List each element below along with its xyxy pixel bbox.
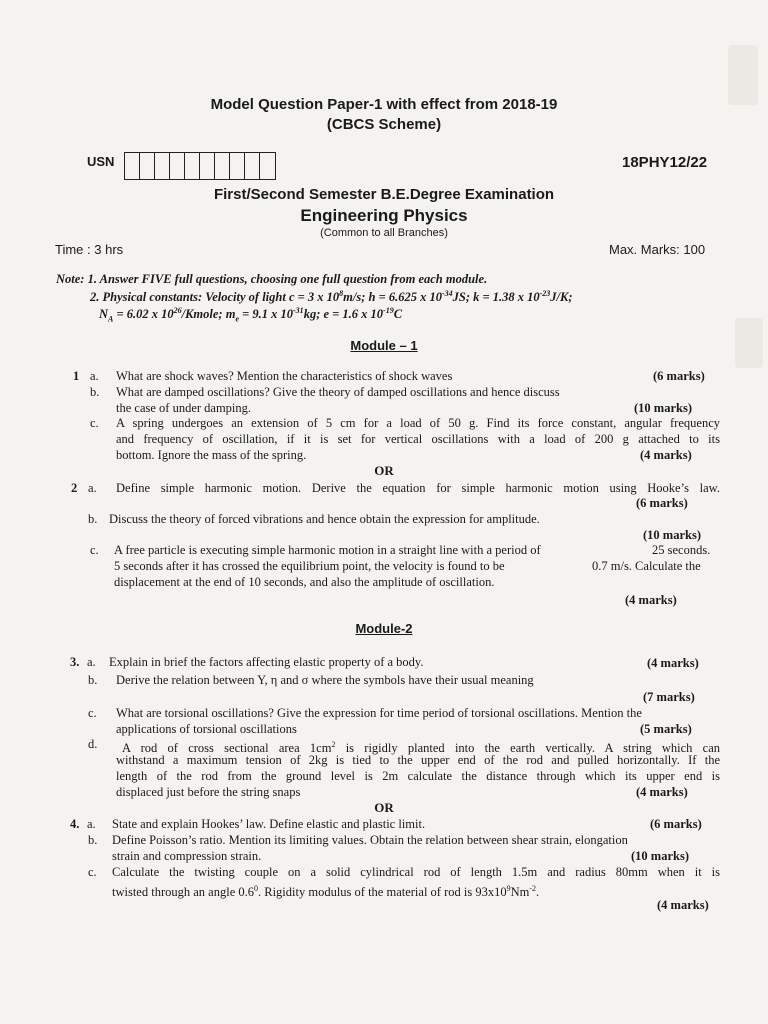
- scheme-label: (CBCS Scheme): [326, 116, 442, 133]
- question-3d-text: displaced just before the string snaps: [116, 785, 301, 799]
- superscript: 0: [254, 884, 258, 893]
- marks-badge: (6 marks): [653, 369, 705, 383]
- part-label: c.: [90, 416, 99, 430]
- module-1-heading: Module – 1: [350, 338, 418, 353]
- question-1b-text: the case of under damping.: [116, 401, 252, 415]
- question-text-part: .: [536, 885, 540, 900]
- part-label: b.: [88, 833, 98, 847]
- note-text: kg; e = 1.6 x 10: [303, 307, 384, 322]
- note-text: N: [99, 307, 109, 322]
- part-label: c.: [88, 865, 97, 879]
- time-label: Time : 3 hrs: [55, 242, 124, 257]
- note-text: = 9.1 x 10: [239, 307, 294, 322]
- usn-box: [245, 153, 260, 179]
- usn-label: USN: [87, 154, 115, 169]
- question-4c-text: Calculate the twisting couple on a solid cylindrical rod of length 1.5m and radius 80mm when it is: [112, 865, 720, 879]
- question-2c-text: displacement at the end of 10 seconds, and also the amplitude of oscillation.: [114, 575, 495, 589]
- note-text: = 6.02 x 10: [113, 307, 174, 322]
- usn-box: [230, 153, 245, 179]
- max-marks-label: Max. Marks: 100: [609, 242, 706, 257]
- usn-boxes: [124, 152, 276, 180]
- marks-badge: (10 marks): [643, 528, 701, 542]
- part-label: a.: [87, 817, 96, 831]
- part-label: a.: [88, 481, 97, 495]
- note-sup: -31: [293, 306, 304, 315]
- question-3c-text: applications of torsional oscillations: [116, 722, 297, 736]
- usn-box: [155, 153, 170, 179]
- question-text-part: Nm: [510, 885, 530, 900]
- note-sup: -23: [539, 289, 551, 298]
- subject-code: 18PHY12/22: [622, 154, 708, 171]
- question-2a-text: Define simple harmonic motion. Derive the equation for simple harmonic motion using Hooke’s law.: [116, 481, 720, 495]
- note-text: /Kmole; m: [181, 307, 236, 322]
- note-line-2: [90, 289, 573, 305]
- question-number: 3.: [70, 655, 80, 669]
- part-label: d.: [88, 737, 98, 751]
- question-1b-text: What are damped oscillations? Give the theory of damped oscillations and hence discuss: [116, 385, 560, 399]
- question-1c-text: A spring undergoes an extension of 5 cm for a load of 50 g. Find its force constant, angular frequency: [116, 416, 720, 430]
- superscript: 2: [331, 740, 336, 749]
- note-line-3: [99, 306, 402, 324]
- part-label: a.: [90, 369, 99, 383]
- question-4c-text: [112, 881, 539, 900]
- note-sub: A: [108, 314, 114, 324]
- question-number: 1: [73, 369, 80, 383]
- question-number: 4.: [70, 817, 80, 831]
- usn-box: [215, 153, 230, 179]
- usn-box: [125, 153, 140, 179]
- question-3d-text: length of the rod from the ground level is 2m calculate the distance through which its upper end is: [116, 769, 720, 783]
- usn-box: [185, 153, 200, 179]
- part-label: a.: [87, 655, 96, 669]
- usn-box: [200, 153, 215, 179]
- note-text: C: [393, 307, 403, 322]
- question-text-part: twisted through an angle 0.6: [112, 885, 254, 900]
- marks-badge: (4 marks): [636, 785, 688, 799]
- question-1a-text: What are shock waves? Mention the characteristics of shock waves: [116, 369, 453, 383]
- note-sup: 26: [173, 306, 182, 315]
- question-1c-text: and frequency of oscillation, if it is set for vertical oscillations with a load of 200 g attached to its: [116, 432, 720, 446]
- part-label: b.: [90, 385, 100, 399]
- marks-badge: (7 marks): [643, 690, 695, 704]
- marks-badge: (4 marks): [647, 656, 699, 670]
- question-2c-text: A free particle is executing simple harmonic motion in a straight line with a period of: [114, 543, 541, 557]
- question-3b-text: Derive the relation between Y, η and σ where the symbols have their usual meaning: [116, 673, 534, 687]
- marks-badge: (4 marks): [625, 593, 677, 607]
- usn-box: [260, 153, 275, 179]
- marks-badge: (5 marks): [640, 722, 692, 736]
- marks-badge: (6 marks): [636, 496, 688, 510]
- note-line-1: Note: 1. Answer FIVE full questions, choosing one full question from each module.: [56, 272, 488, 286]
- note-sup: -19: [383, 306, 394, 315]
- note-text: 2. Physical constants: Velocity of light c = 3 x 10: [90, 290, 340, 305]
- subject-title: Engineering Physics: [300, 206, 468, 225]
- note-sup: -34: [441, 289, 453, 298]
- question-1c-text: bottom. Ignore the mass of the spring.: [116, 448, 307, 462]
- part-label: c.: [90, 543, 99, 557]
- question-2b-text: Discuss the theory of forced vibrations and hence obtain the expression for amplitude.: [109, 512, 540, 526]
- question-4b-text: strain and compression strain.: [112, 849, 262, 863]
- or-divider: OR: [374, 800, 394, 815]
- part-label: b.: [88, 512, 98, 526]
- note-text: J/K;: [550, 290, 573, 305]
- marks-badge: (10 marks): [631, 849, 689, 863]
- module-2-heading: Module-2: [355, 621, 413, 636]
- note-text: m/s; h = 6.625 x 10: [343, 290, 442, 305]
- part-label: b.: [88, 673, 98, 687]
- question-3d-text: withstand a maximum tension of 2kg is tied to the upper end of the rod and pulled horizontally. If the: [116, 753, 720, 767]
- exam-title: First/Second Semester B.E.Degree Examination: [213, 186, 555, 203]
- question-2c-text: 25 seconds.: [652, 543, 711, 557]
- question-text-part: . Rigidity modulus of the material of rod is 93x10: [258, 885, 507, 900]
- question-3c-text: What are torsional oscillations? Give the expression for time period of torsional oscillations. Mention the: [116, 706, 642, 720]
- part-label: c.: [88, 706, 97, 720]
- usn-box: [140, 153, 155, 179]
- question-number: 2: [71, 481, 78, 495]
- note-text: JS; k = 1.38 x 10: [452, 290, 540, 305]
- question-text-part: is rigidly planted into the earth vertically. A string which can: [335, 741, 721, 756]
- marks-badge: (4 marks): [640, 448, 692, 462]
- usn-box: [170, 153, 185, 179]
- superscript: 9: [506, 884, 511, 893]
- marks-badge: (4 marks): [657, 898, 709, 912]
- note-sup: 8: [339, 289, 344, 298]
- question-2c-text: 5 seconds after it has crossed the equilibrium point, the velocity is found to be: [114, 559, 505, 573]
- question-4b-text: Define Poisson’s ratio. Mention its limiting values. Obtain the relation between shear strain, elongation: [112, 833, 628, 847]
- marks-badge: (6 marks): [650, 817, 702, 831]
- question-text-part: A rod of cross sectional area 1cm: [122, 741, 332, 756]
- question-4a-text: State and explain Hookes’ law. Define elastic and plastic limit.: [112, 817, 426, 831]
- common-label: (Common to all Branches): [320, 227, 448, 239]
- superscript: -2: [529, 884, 537, 893]
- note-sub: e: [235, 314, 240, 324]
- paper-title: Model Question Paper-1 with effect from 2018-19: [210, 96, 558, 113]
- or-divider: OR: [374, 463, 394, 478]
- question-3a-text: Explain in brief the factors affecting elastic property of a body.: [109, 655, 424, 669]
- question-2c-text: 0.7 m/s. Calculate the: [592, 559, 701, 573]
- marks-badge: (10 marks): [634, 401, 692, 415]
